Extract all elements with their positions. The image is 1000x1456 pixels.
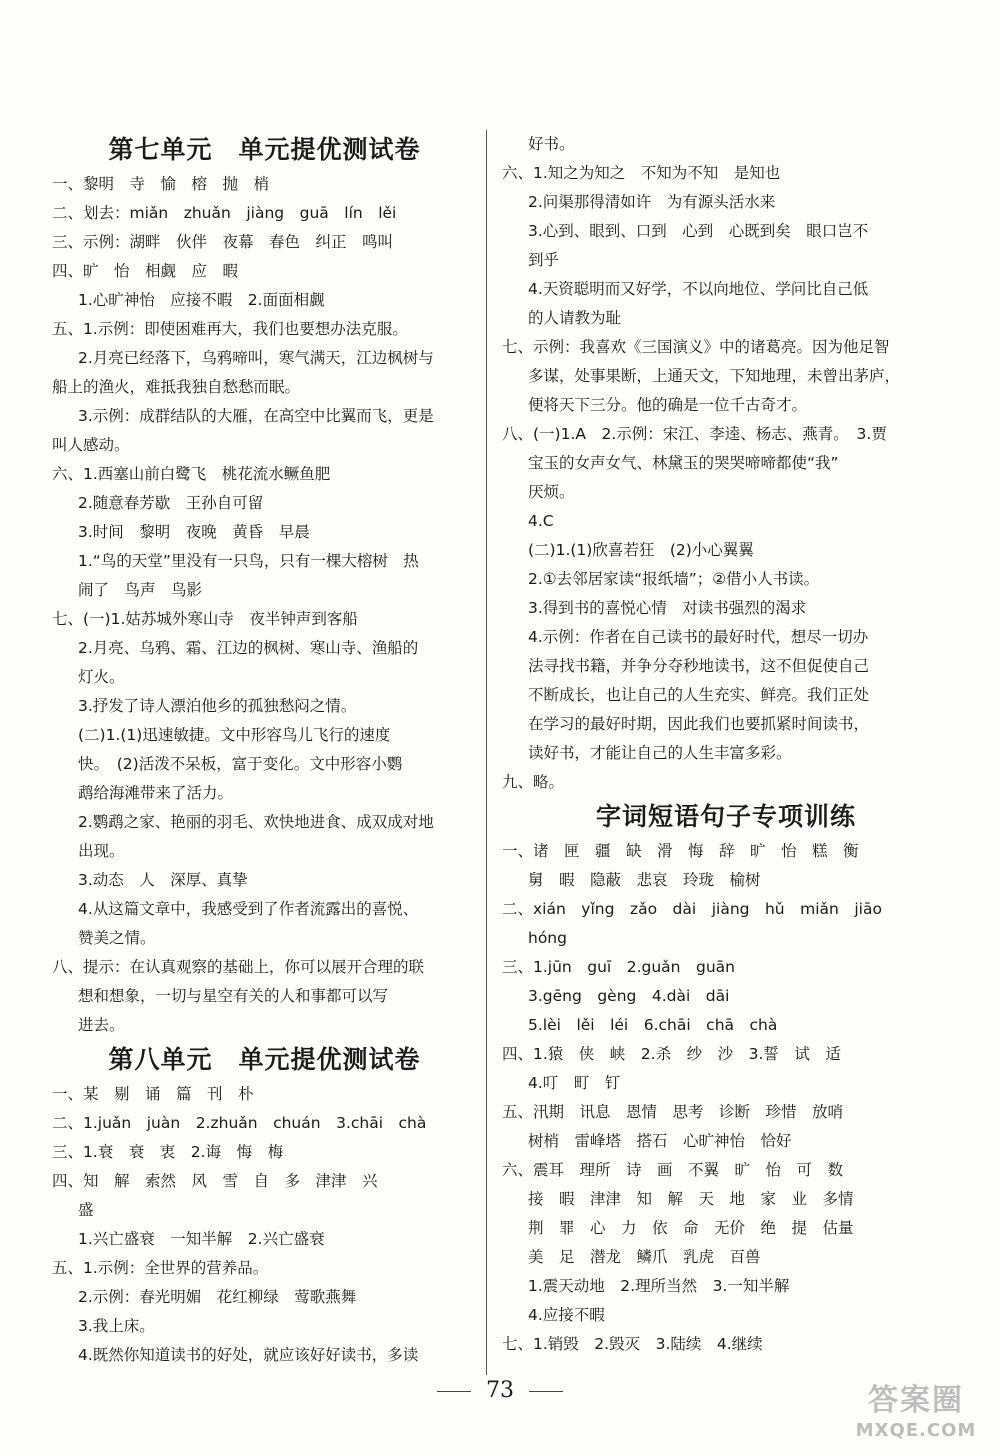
answer-line: 六、1.知之为知之 不知为不知 是知也 (502, 164, 781, 182)
answer-line: 4.天资聪明而又好学，不以向地位、学问比自己低 (528, 280, 869, 298)
answer-line: 荆 罪 心 力 依 命 无价 绝 提 估量 (528, 1219, 854, 1237)
answer-line: 4.示例：作者在自己读书的最好时代，想尽一切办 (528, 628, 869, 646)
answer-line: 宝玉的女声女气、林黛玉的哭哭啼啼都使“我” (528, 454, 839, 472)
answer-line: 三、1.衰 衰 衷 2.诲 悔 梅 (52, 1143, 284, 1161)
answer-line: 的人请教为耻 (528, 309, 622, 327)
answer-line: 2.随意春芳歇 王孙自可留 (78, 494, 264, 512)
answer-line: 船上的渔火，难抵我独自愁愁而眠。 (52, 378, 301, 396)
answer-line: 四、旷 怡 相觑 应 暇 (52, 262, 239, 280)
answer-line: 2.月亮、乌鸦、霜、江边的枫树、寒山寺、渔船的 (78, 639, 419, 657)
answer-line: 七、示例：我喜欢《三国演义》中的诸葛亮。因为他足智 (502, 338, 890, 356)
answer-line: 3.示例：成群结队的大雁，在高空中比翼而飞，更是 (78, 407, 434, 425)
answer-line: 接 暇 津津 知 解 天 地 家 业 多情 (528, 1190, 854, 1208)
answer-line: 二、1.juǎn juàn 2.zhuǎn chuán 3.chāi chà (52, 1114, 427, 1132)
answer-line: 七、1.销毁 2.毁灭 3.陆续 4.继续 (502, 1335, 763, 1353)
answer-line: 四、1.猿 侠 峡 2.杀 纱 沙 3.誓 试 适 (502, 1045, 841, 1063)
answer-line: (二)1.(1)迅速敏捷。文中形容鸟儿飞行的速度 (78, 726, 391, 744)
answer-line: 七、(一)1.姑苏城外寒山寺 夜半钟声到客船 (52, 610, 358, 628)
answer-line: 厌烦。 (528, 483, 575, 501)
answer-line: 3.心到、眼到、口到 心到 心既到矣 眼口岂不 (528, 222, 869, 240)
answer-line: 二、xián yǐng zǎo dài jiàng hǔ miǎn jiāo (502, 900, 882, 918)
answer-line: 2.月亮已经落下，乌鸦啼叫，寒气满天，江边枫树与 (78, 349, 434, 367)
answer-line: 在学习的最好时期，因此我们也要抓紧时间读书， (528, 715, 870, 733)
answer-line: 便将天下三分。他的确是一位千古奇才。 (528, 396, 808, 414)
answer-line: 五、1.示例：全世界的营养品。 (52, 1259, 269, 1277)
answer-line: 进去。 (78, 1016, 125, 1034)
answer-line: 三、1.jūn guī 2.guǎn guān (502, 958, 735, 976)
answer-line: hóng (528, 929, 567, 947)
answer-line: 3.动态 人 深厚、真挚 (78, 871, 248, 889)
answer-line: 3.时间 黎明 夜晚 黄昏 早晨 (78, 523, 310, 541)
answer-line: 二、划去：miǎn zhuǎn jiàng guā lín lěi (52, 204, 397, 222)
answer-line: 四、知 解 索然 风 雪 自 多 津津 兴 (52, 1172, 378, 1190)
answer-line: 快。 (2)活泼不呆板，富于变化。文中形容小鹦 (78, 755, 403, 773)
answer-line: 鹉给海滩带来了活力。 (78, 784, 234, 802)
answer-line: 4.从这篇文章中，我感受到了作者流露出的喜悦、 (78, 900, 419, 918)
answer-line: 五、1.示例：即使困难再大，我们也要想办法克服。 (52, 320, 408, 338)
left-column (52, 130, 477, 1370)
watermark-text: 答案圈 (868, 1383, 964, 1418)
answer-line: 六、1.西塞山前白鹭飞 桃花流水鳜鱼肥 (52, 465, 331, 483)
watermark-logo (846, 1382, 986, 1446)
answer-line: 1.兴亡盛衰 一知半解 2.兴亡盛衰 (78, 1230, 325, 1248)
answer-line: 法寻找书籍，并争分夺秒地读书，这不但促使自己 (528, 657, 870, 675)
answer-line: 2.示例：春光明媚 花红柳绿 莺歌燕舞 (78, 1288, 357, 1306)
watermark-url: MXQE.COM (855, 1420, 977, 1441)
answer-line: 闹了 鸟声 鸟影 (78, 581, 203, 599)
answer-line: 九、略。 (502, 773, 565, 791)
answer-line: 2.①去邻居家读“报纸墙”；②借小人书读。 (528, 570, 820, 588)
answer-line: 八、(一)1.A 2.示例：宋江、李逵、杨志、燕青。 3.贾 (502, 425, 887, 443)
answer-line: 3.gēng gèng 4.dài dāi (528, 987, 730, 1005)
answer-line: 三、示例：湖畔 伙伴 夜幕 春色 纠正 鸣叫 (52, 233, 394, 251)
answer-line: 多谋，处事果断，上通天文，下知地理，未曾出茅庐， (528, 367, 901, 385)
answer-line: 好书。 (528, 135, 575, 153)
answer-line: 读好书，才能让自己的人生丰富多彩。 (528, 744, 792, 762)
answer-line: 1.震天动地 2.理所当然 3.一知半解 (528, 1277, 790, 1295)
page-number: 73 (486, 1378, 514, 1403)
section-title: 字词短语句子专项训练 (595, 802, 856, 831)
answer-line: 舅 暇 隐蔽 悲哀 玲珑 榆树 (528, 871, 761, 889)
answer-line: 美 足 潜龙 鳞爪 乳虎 百兽 (528, 1248, 761, 1266)
answer-line: 3.抒发了诗人漂泊他乡的孤独愁闷之情。 (78, 697, 357, 715)
answer-line: 叫人感动。 (52, 436, 130, 454)
answer-line: 不断成长，也让自己的人生充实、鲜亮。我们正处 (528, 686, 870, 704)
answer-line: 灯火。 (78, 668, 125, 686)
answer-line: 2.鹦鹉之家、艳丽的羽毛、欢快地进食、成双成对地 (78, 813, 434, 831)
answer-line: 赞美之情。 (78, 929, 156, 947)
answer-line: 2.问渠那得清如许 为有源头活水来 (528, 193, 776, 211)
footer-dash-right (529, 1391, 563, 1392)
answer-line: 六、震耳 理所 诗 画 不翼 旷 怡 可 数 (502, 1161, 844, 1179)
answer-line: 1.心旷神怡 应接不暇 2.面面相觑 (78, 291, 325, 309)
answer-line: 八、提示：在认真观察的基础上，你可以展开合理的联 (52, 958, 425, 976)
answer-line: 想和想象，一切与星空有关的人和事都可以写 (78, 987, 389, 1005)
answer-line: 出现。 (78, 842, 125, 860)
section-title: 第八单元 单元提优测试卷 (108, 1045, 421, 1074)
answer-line: 3.得到书的喜悦心情 对读书强烈的渴求 (528, 599, 807, 617)
answer-line: 4.C (528, 512, 554, 530)
answer-line: 一、某 剔 诵 篇 刊 朴 (52, 1085, 254, 1103)
answer-line: 树梢 雷峰塔 搭石 心旷神怡 恰好 (528, 1132, 792, 1150)
answer-line: 4.应接不暇 (528, 1306, 605, 1324)
answer-line: 1.“鸟的天堂”里没有一只鸟，只有一棵大榕树 热 (78, 552, 419, 570)
answer-line: 4.既然你知道读书的好处，就应该好好读书，多读 (78, 1346, 419, 1364)
answer-line: 3.我上床。 (78, 1317, 155, 1335)
answer-line: (二)1.(1)欣喜若狂 (2)小心翼翼 (528, 541, 754, 559)
answer-line: 盛 (78, 1201, 94, 1219)
column-divider (486, 130, 487, 1375)
answer-line: 5.lèi lěi léi 6.chāi chā chà (528, 1016, 778, 1034)
section-title: 第七单元 单元提优测试卷 (108, 135, 421, 164)
answer-line: 五、汛期 讯息 恩情 思考 诊断 珍惜 放哨 (502, 1103, 844, 1121)
answer-line: 到乎 (528, 251, 560, 269)
answer-line: 4.叮 町 钉 (528, 1074, 621, 1092)
answer-line: 一、诸 匣 疆 缺 滑 悔 辞 旷 怡 糕 衡 (502, 842, 859, 860)
right-column (502, 130, 950, 1359)
footer-dash-left (437, 1391, 471, 1392)
answer-line: 一、黎明 寺 愉 榕 抛 梢 (52, 175, 270, 193)
